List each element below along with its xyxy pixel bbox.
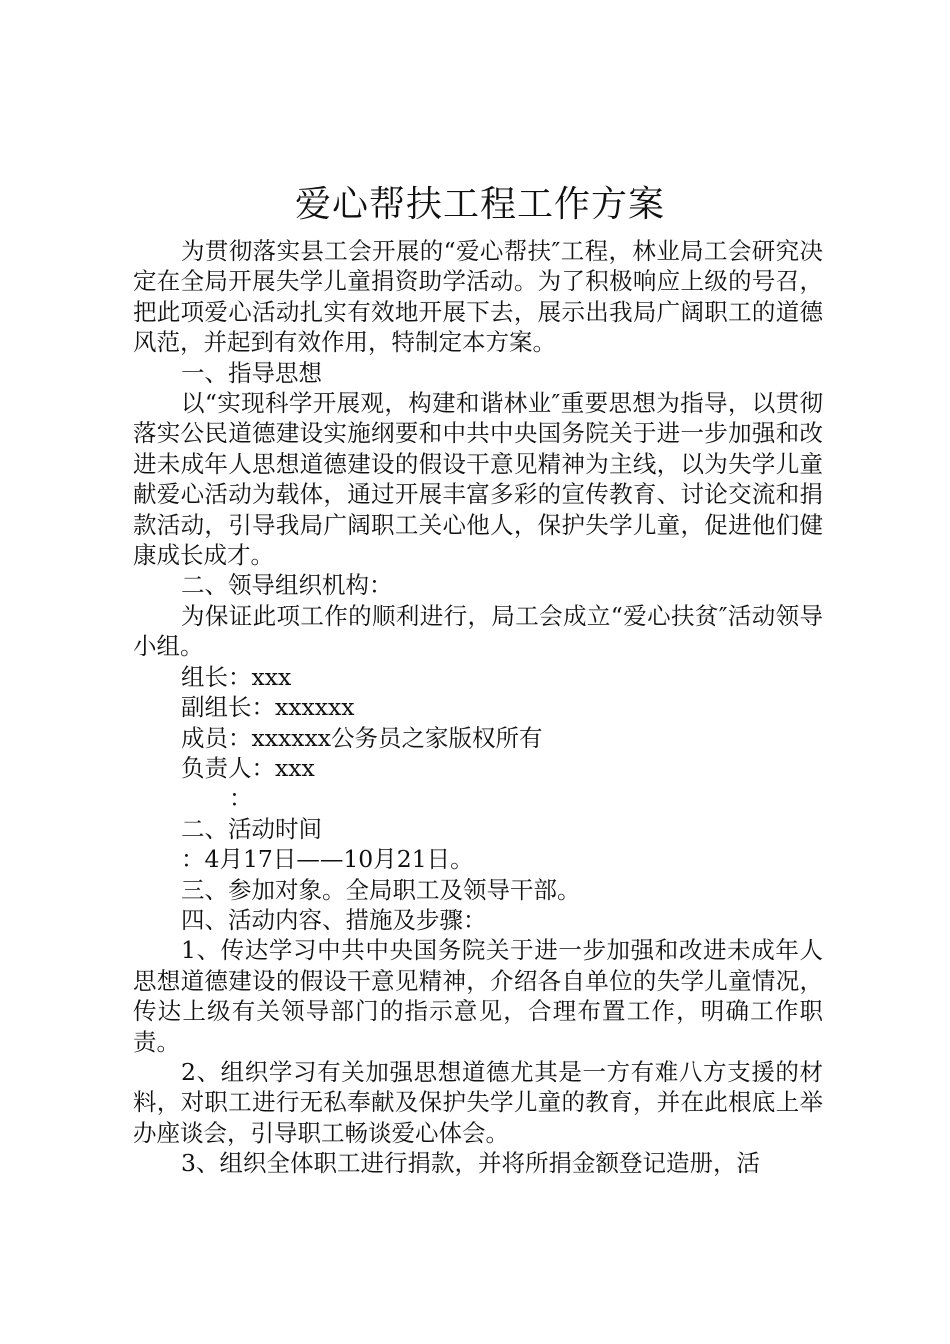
leadership-paragraph: 为保证此项工作的顺利进行，局工会成立“爱心扶贫″活动领导小组。	[133, 601, 823, 661]
section-heading-activity-time: 二、活动时间	[181, 814, 322, 843]
section-heading-leadership: 二、领导组织机构：	[181, 571, 393, 600]
section-heading-activity-content: 四、活动内容、措施及步骤：	[181, 905, 487, 934]
intro-paragraph: 为贯彻落实县工会开展的“爱心帮扶″工程，林业局工会研究决定在全局开展失学儿童捐资助学活动。为了积极响应上级的号召，把此项爱心活动扎实有效地开展下去，展示出我局广阔职工的道德风范，并起到有效作用，特制定本方案。	[133, 237, 823, 357]
person-in-charge-line: 负责人：xxx	[181, 753, 315, 782]
section-heading-participants: 三、参加对象。全局职工及领导干部。	[181, 875, 581, 904]
deputy-leader-line: 副组长：xxxxxx	[181, 693, 355, 722]
members-line: 成员：xxxxxx公务员之家版权所有	[181, 723, 543, 752]
section-heading-guiding-ideology: 一、指导思想	[181, 358, 322, 387]
document-title: 爱心帮扶工程工作方案	[294, 184, 665, 225]
step-2-paragraph: 2、组织学习有关加强思想道德尤其是一方有难八方支援的材料，对职工进行无私奉献及保护失学儿童的教育，并在此根底上举办座谈会，引导职工畅谈爱心体会。	[133, 1057, 823, 1147]
activity-time-line: ：4月17日——10月21日。	[181, 845, 474, 874]
step-1-paragraph: 1、传达学习中共中央国务院关于进一步加强和改进未成年人思想道德建设的假设干意见精神，介绍各自单位的失学儿童情况，传达上级有关领导部门的指示意见，合理布置工作，明确工作职责。	[133, 936, 823, 1056]
colon-line: ：	[229, 784, 253, 813]
guiding-ideology-paragraph: 以“实现科学开展观，构建和谐林业″重要思想为指导，以贯彻落实公民道德建设实施纲要和中共中央国务院关于进一步加强和改进未成年人思想道德建设的假设干意见精神为主线，以为失学儿童献爱心活动为载体，通过开展丰富多彩的宣传教育、讨论交流和捐款活动，引导我局广阔职工关心他人，保护失学儿童，促进他们健康成长成才。	[133, 389, 823, 570]
step-3-paragraph: 3、组织全体职工进行捐款，并将所捐金额登记造册，活	[181, 1149, 760, 1178]
document-body	[133, 236, 823, 1179]
team-leader-line: 组长：xxx	[181, 662, 292, 691]
